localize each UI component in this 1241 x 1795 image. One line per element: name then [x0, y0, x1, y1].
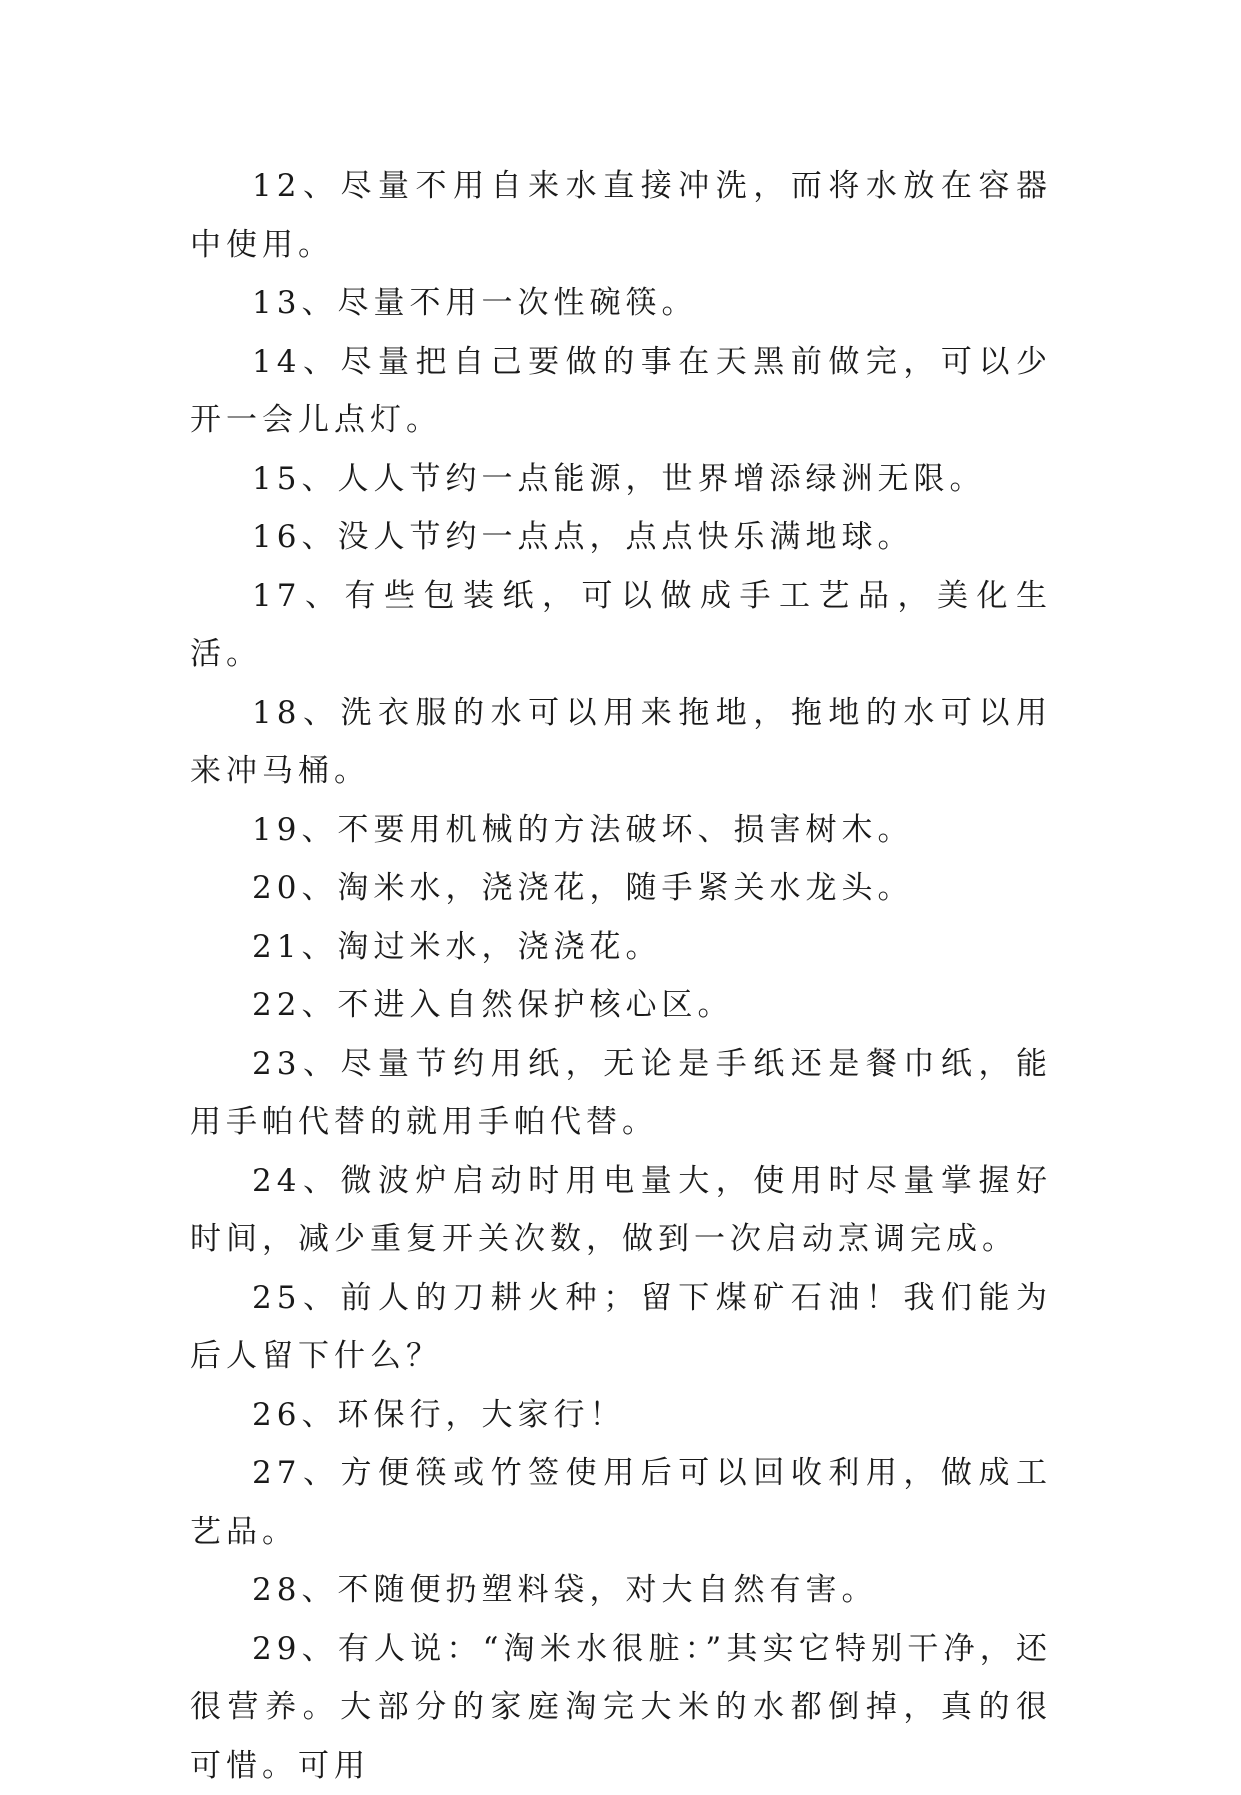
paragraph-15: 15、人人节约一点能源，世界增添绿洲无限。 [190, 450, 1052, 509]
paragraph-19: 19、不要用机械的方法破坏、损害树木。 [190, 801, 1052, 860]
paragraph-12: 12、尽量不用自来水直接冲洗，而将水放在容器中使用。 [190, 157, 1052, 274]
paragraph-23: 23、尽量节约用纸，无论是手纸还是餐巾纸，能用手帕代替的就用手帕代替。 [190, 1035, 1052, 1152]
paragraph-18: 18、洗衣服的水可以用来拖地，拖地的水可以用来冲马桶。 [190, 684, 1052, 801]
paragraph-21: 21、淘过米水，浇浇花。 [190, 918, 1052, 977]
paragraph-29: 29、有人说：“淘米水很脏：”其实它特别干净，还很营养。大部分的家庭淘完大米的水都倒掉，真的很可惜。可用 [190, 1620, 1052, 1795]
paragraph-14: 14、尽量把自己要做的事在天黑前做完，可以少开一会儿点灯。 [190, 333, 1052, 450]
paragraph-22: 22、不进入自然保护核心区。 [190, 976, 1052, 1035]
paragraph-20: 20、淘米水，浇浇花，随手紧关水龙头。 [190, 859, 1052, 918]
paragraph-26: 26、环保行，大家行！ [190, 1386, 1052, 1445]
paragraph-16: 16、没人节约一点点，点点快乐满地球。 [190, 508, 1052, 567]
paragraph-17: 17、有些包装纸，可以做成手工艺品，美化生活。 [190, 567, 1052, 684]
paragraph-25: 25、前人的刀耕火种；留下煤矿石油！我们能为后人留下什么？ [190, 1269, 1052, 1386]
paragraph-24: 24、微波炉启动时用电量大，使用时尽量掌握好时间，减少重复开关次数，做到一次启动烹调完成。 [190, 1152, 1052, 1269]
document-body [190, 157, 1052, 1795]
paragraph-13: 13、尽量不用一次性碗筷。 [190, 274, 1052, 333]
paragraph-27: 27、方便筷或竹签使用后可以回收利用，做成工艺品。 [190, 1444, 1052, 1561]
paragraph-28: 28、不随便扔塑料袋，对大自然有害。 [190, 1561, 1052, 1620]
